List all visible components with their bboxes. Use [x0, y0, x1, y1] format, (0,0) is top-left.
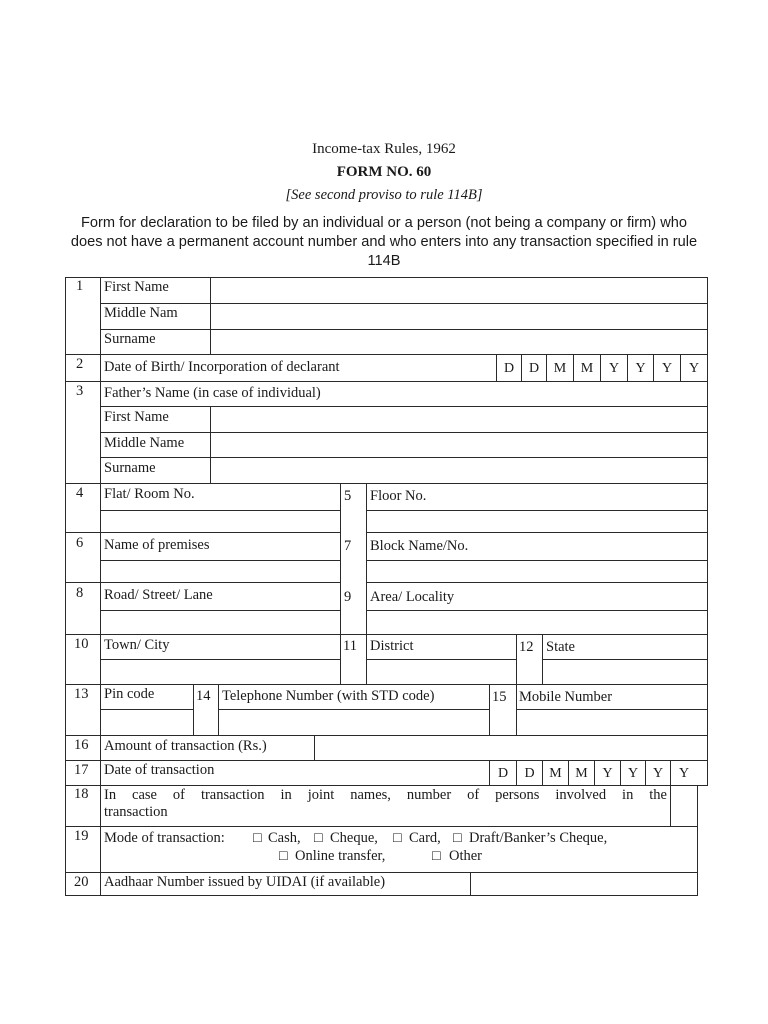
- row-number: 18: [74, 786, 89, 802]
- other-checkbox[interactable]: □: [432, 848, 441, 864]
- row-number: 4: [76, 485, 84, 501]
- row-number: 15: [492, 689, 507, 705]
- flat-room-field[interactable]: [104, 512, 336, 530]
- amount-label: Amount of transaction (Rs.): [104, 738, 267, 754]
- transaction-date-label: Date of transaction: [104, 762, 215, 778]
- row-number: 11: [343, 638, 357, 654]
- row-number: 13: [74, 686, 89, 702]
- dob-month-box[interactable]: M: [553, 361, 567, 376]
- fathers-name-label: Father’s Name (in case of individual): [104, 385, 321, 401]
- pin-code-field[interactable]: [104, 711, 190, 732]
- joint-names-label-cont: transaction: [104, 804, 168, 820]
- row-number: 17: [74, 762, 89, 778]
- road-street-field[interactable]: [104, 612, 336, 632]
- telephone-field[interactable]: [222, 711, 485, 732]
- surname-field[interactable]: [215, 331, 703, 353]
- surname-label: Surname: [104, 331, 156, 347]
- dob-year-box[interactable]: Y: [688, 361, 700, 376]
- draft-checkbox[interactable]: □: [453, 830, 462, 846]
- father-first-name-label: First Name: [104, 409, 169, 425]
- cheque-option-label: Cheque,: [330, 830, 378, 846]
- txn-month-box[interactable]: M: [549, 766, 562, 781]
- row-number: 5: [344, 488, 352, 504]
- floor-no-field[interactable]: [370, 512, 703, 530]
- cash-option-label: Cash,: [268, 830, 301, 846]
- amount-field[interactable]: [318, 738, 703, 758]
- father-surname-label: Surname: [104, 460, 156, 476]
- dob-day-box[interactable]: D: [503, 361, 515, 376]
- area-locality-label: Area/ Locality: [370, 589, 455, 605]
- area-locality-field[interactable]: [370, 612, 703, 632]
- card-checkbox[interactable]: □: [393, 830, 402, 846]
- aadhaar-label: Aadhaar Number issued by UIDAI (if available): [104, 874, 386, 890]
- joint-names-label: In case of transaction in joint names, number of persons involved in the: [104, 787, 667, 803]
- state-label: State: [546, 639, 575, 655]
- father-middle-name-field[interactable]: [215, 435, 703, 455]
- town-city-field[interactable]: [104, 661, 336, 681]
- premises-label: Name of premises: [104, 537, 210, 553]
- row-number: 3: [76, 383, 84, 399]
- dob-year-box[interactable]: Y: [608, 361, 620, 376]
- floor-no-label: Floor No.: [370, 488, 427, 504]
- dob-month-box[interactable]: M: [580, 361, 594, 376]
- online-transfer-option-label: Online transfer,: [295, 848, 386, 864]
- txn-year-box[interactable]: Y: [652, 766, 664, 781]
- txn-day-box[interactable]: D: [524, 766, 535, 781]
- form-number: FORM NO. 60: [336, 164, 432, 180]
- telephone-label: Telephone Number (with STD code): [222, 688, 435, 704]
- mobile-number-label: Mobile Number: [519, 689, 613, 705]
- district-field[interactable]: [370, 661, 512, 681]
- dob-year-box[interactable]: Y: [635, 361, 646, 376]
- dob-year-box[interactable]: Y: [661, 361, 673, 376]
- row-number: 1: [76, 278, 84, 294]
- txn-year-box[interactable]: Y: [678, 766, 690, 781]
- row-number: 14: [196, 688, 211, 704]
- row-number: 20: [74, 874, 89, 890]
- date-of-birth-label: Date of Birth/ Incorporation of declarant: [104, 359, 340, 375]
- row-number: 12: [519, 639, 534, 655]
- draft-option-label: Draft/Banker’s Cheque,: [469, 830, 608, 846]
- flat-room-label: Flat/ Room No.: [104, 486, 195, 502]
- proviso-note: [See second proviso to rule 114B]: [285, 187, 483, 203]
- txn-year-box[interactable]: Y: [627, 766, 639, 781]
- father-surname-field[interactable]: [215, 460, 703, 480]
- row-number: 10: [74, 636, 89, 652]
- form-description: Form for declaration to be filed by an individual or a person (not being a company or firm) who does not have a permanent account number and who enters into any transaction specified in rule 114B: [70, 215, 698, 269]
- online-transfer-checkbox[interactable]: □: [279, 848, 288, 864]
- first-name-field[interactable]: [215, 279, 703, 301]
- town-city-label: Town/ City: [104, 637, 170, 653]
- joint-persons-field[interactable]: [672, 788, 696, 824]
- middle-name-field[interactable]: [215, 305, 703, 327]
- row-number: 9: [344, 589, 352, 605]
- road-street-label: Road/ Street/ Lane: [104, 587, 213, 603]
- row-number: 19: [74, 828, 89, 844]
- cheque-checkbox[interactable]: □: [314, 830, 323, 846]
- father-middle-name-label: Middle Name: [104, 435, 185, 451]
- txn-day-box[interactable]: D: [497, 766, 509, 781]
- row-number: 7: [344, 538, 352, 554]
- cash-checkbox[interactable]: □: [253, 830, 262, 846]
- premises-field[interactable]: [104, 562, 336, 580]
- block-name-label: Block Name/No.: [370, 538, 469, 554]
- row-number: 2: [76, 356, 84, 372]
- row-number: 6: [76, 535, 84, 551]
- row-number: 16: [74, 737, 89, 753]
- row-number: 8: [76, 585, 84, 601]
- block-name-field[interactable]: [370, 562, 703, 580]
- mobile-number-field[interactable]: [519, 711, 703, 732]
- dob-day-box[interactable]: D: [528, 361, 540, 376]
- state-field[interactable]: [546, 661, 703, 681]
- mode-label: Mode of transaction:: [104, 830, 225, 846]
- district-label: District: [370, 638, 414, 654]
- pin-code-label: Pin code: [104, 686, 155, 702]
- aadhaar-field[interactable]: [474, 874, 694, 893]
- rules-title: Income-tax Rules, 1962: [312, 141, 456, 157]
- middle-name-label: Middle Nam: [104, 305, 178, 321]
- txn-year-box[interactable]: Y: [602, 766, 613, 781]
- card-option-label: Card,: [409, 830, 441, 846]
- txn-month-box[interactable]: M: [575, 766, 588, 781]
- father-first-name-field[interactable]: [215, 409, 703, 429]
- first-name-label: First Name: [104, 279, 169, 295]
- other-option-label: Other: [449, 848, 483, 864]
